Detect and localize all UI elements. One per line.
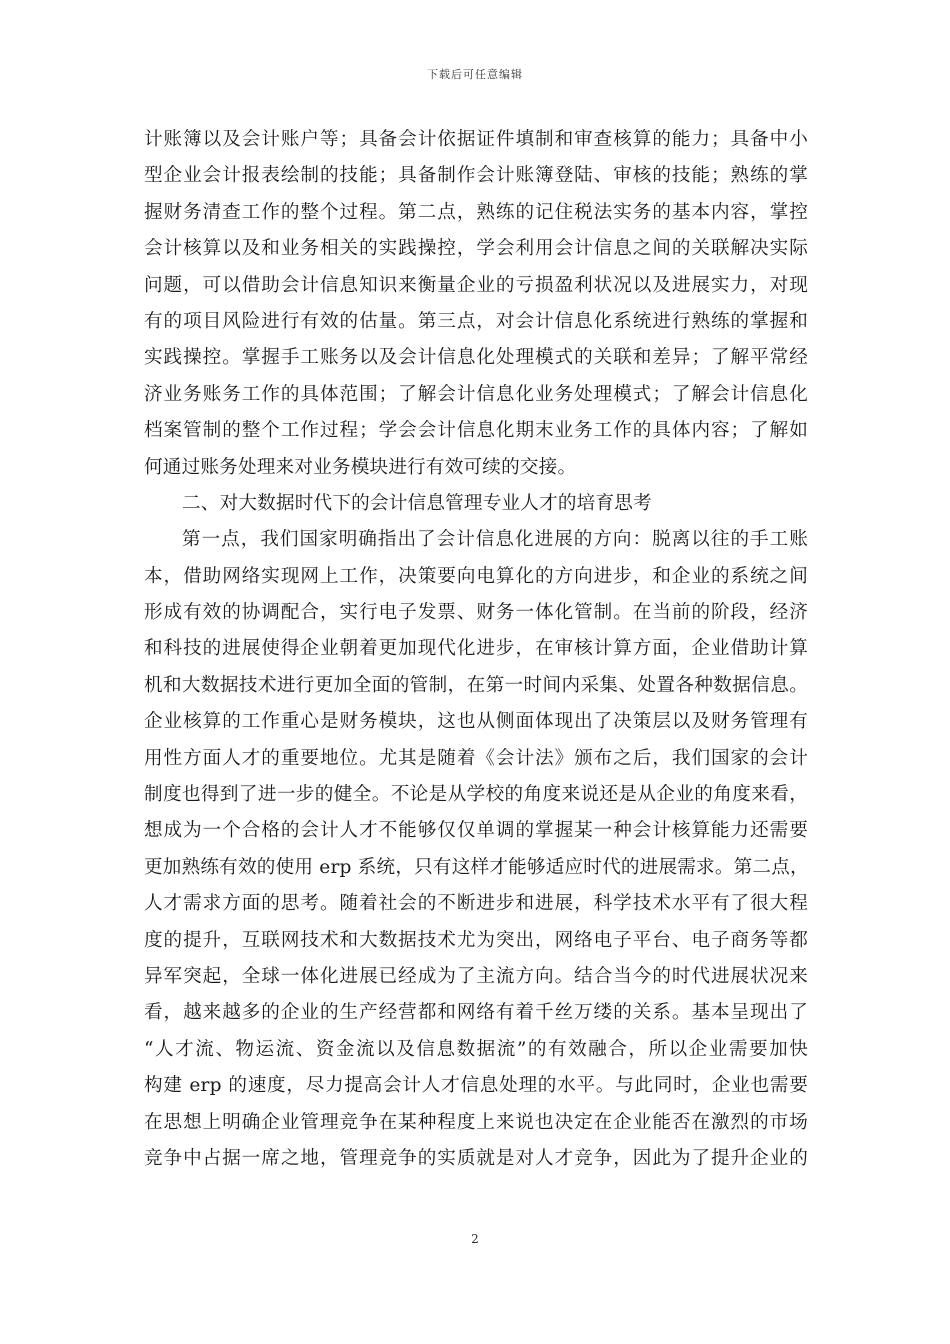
paragraph-continuation	[144, 122, 808, 486]
text-line: 和科技的进展使得企业朝着更加现代化进步，在审核计算方面，企业借助计算	[144, 638, 808, 660]
text-line: 济业务账务工作的具体范围；了解会计信息化业务处理模式；了解会计信息化	[144, 383, 808, 405]
text-line: 更加熟练有效的使用 erp 系统，只有这样才能够适应时代的进展需求。第二点，	[144, 856, 809, 878]
text-line: 档案管制的整个工作过程；学会会计信息化期末业务工作的具体内容；了解如	[144, 420, 808, 442]
text-line: 型企业会计报表绘制的技能；具备制作会计账簿登陆、审核的技能；熟练的掌	[144, 165, 808, 187]
text-line: 异军突起，全球一体化进展已经成为了主流方向。结合当今的时代进展状况来	[144, 965, 808, 987]
text-line: 想成为一个合格的会计人才不能够仅仅单调的掌握某一种会计核算能力还需要	[144, 820, 808, 842]
page-number: 2	[471, 1232, 479, 1246]
text-line: 机和大数据技术进行更加全面的管制，在第一时间内采集、处置各种数据信息。	[144, 674, 808, 696]
page-header: 下载后可任意编辑	[427, 68, 523, 81]
section-heading	[144, 486, 808, 522]
text-line: 看，越来越多的企业的生产经营都和网络有着千丝万缕的关系。基本呈现出了	[144, 1002, 808, 1024]
paragraph	[144, 522, 808, 1177]
text-line: 会计核算以及和业务相关的实践操控，学会利用会计信息之间的关联解决实际	[144, 238, 808, 260]
text-line: 握财务清查工作的整个过程。第二点，熟练的记住税法实务的基本内容，掌控	[144, 201, 808, 223]
text-line: 制度也得到了进一步的健全。不论是从学校的角度来说还是从企业的角度来看，	[144, 784, 808, 806]
text-line: 问题，可以借助会计信息知识来衡量企业的亏损盈利状况以及进展实力，对现	[144, 274, 808, 296]
document-body	[144, 122, 808, 1177]
text-line: 何通过账务处理来对业务模块进行有效可续的交接。	[144, 456, 577, 478]
text-line: 度的提升，互联网技术和大数据技术尤为突出，网络电子平台、电子商务等都	[144, 929, 808, 951]
text-line: 有的项目风险进行有效的估量。第三点，对会计信息化系统进行熟练的掌握和	[144, 310, 808, 332]
text-line: 人才需求方面的思考。随着社会的不断进步和进展，科学技术水平有了很大程	[144, 893, 808, 915]
text-line: 企业核算的工作重心是财务模块，这也从侧面体现出了决策层以及财务管理有	[144, 711, 808, 733]
text-line: 实践操控。掌握手工账务以及会计信息化处理模式的关联和差异；了解平常经	[144, 347, 808, 369]
text-line: 在思想上明确企业管理竞争在某种程度上来说也决定在企业能否在激烈的市场	[144, 1111, 808, 1133]
text-line: 本，借助网络实现网上工作，决策要向电算化的方向进步，和企业的系统之间	[144, 565, 808, 587]
text-line: “人才流、物运流、资金流以及信息数据流”的有效融合，所以企业需要加快	[144, 1038, 808, 1060]
text-line: 构建 erp 的速度，尽力提高会计人才信息处理的水平。与此同时，企业也需要	[144, 1075, 808, 1097]
text-line: 竞争中占据一席之地，管理竞争的实质就是对人才竞争，因此为了提升企业的	[144, 1147, 808, 1169]
text-line: 第一点，我们国家明确指出了会计信息化进展的方向：脱离以往的手工账	[182, 529, 808, 551]
section-heading-text: 二、对大数据时代下的会计信息管理专业人才的培育思考	[182, 492, 652, 514]
text-line: 用性方面人才的重要地位。尤其是随着《会计法》颁布之后，我们国家的会计	[144, 747, 808, 769]
text-line: 形成有效的协调配合，实行电子发票、财务一体化管制。在当前的阶段，经济	[144, 602, 808, 624]
text-line: 计账簿以及会计账户等；具备会计依据证件填制和审查核算的能力；具备中小	[144, 129, 808, 150]
